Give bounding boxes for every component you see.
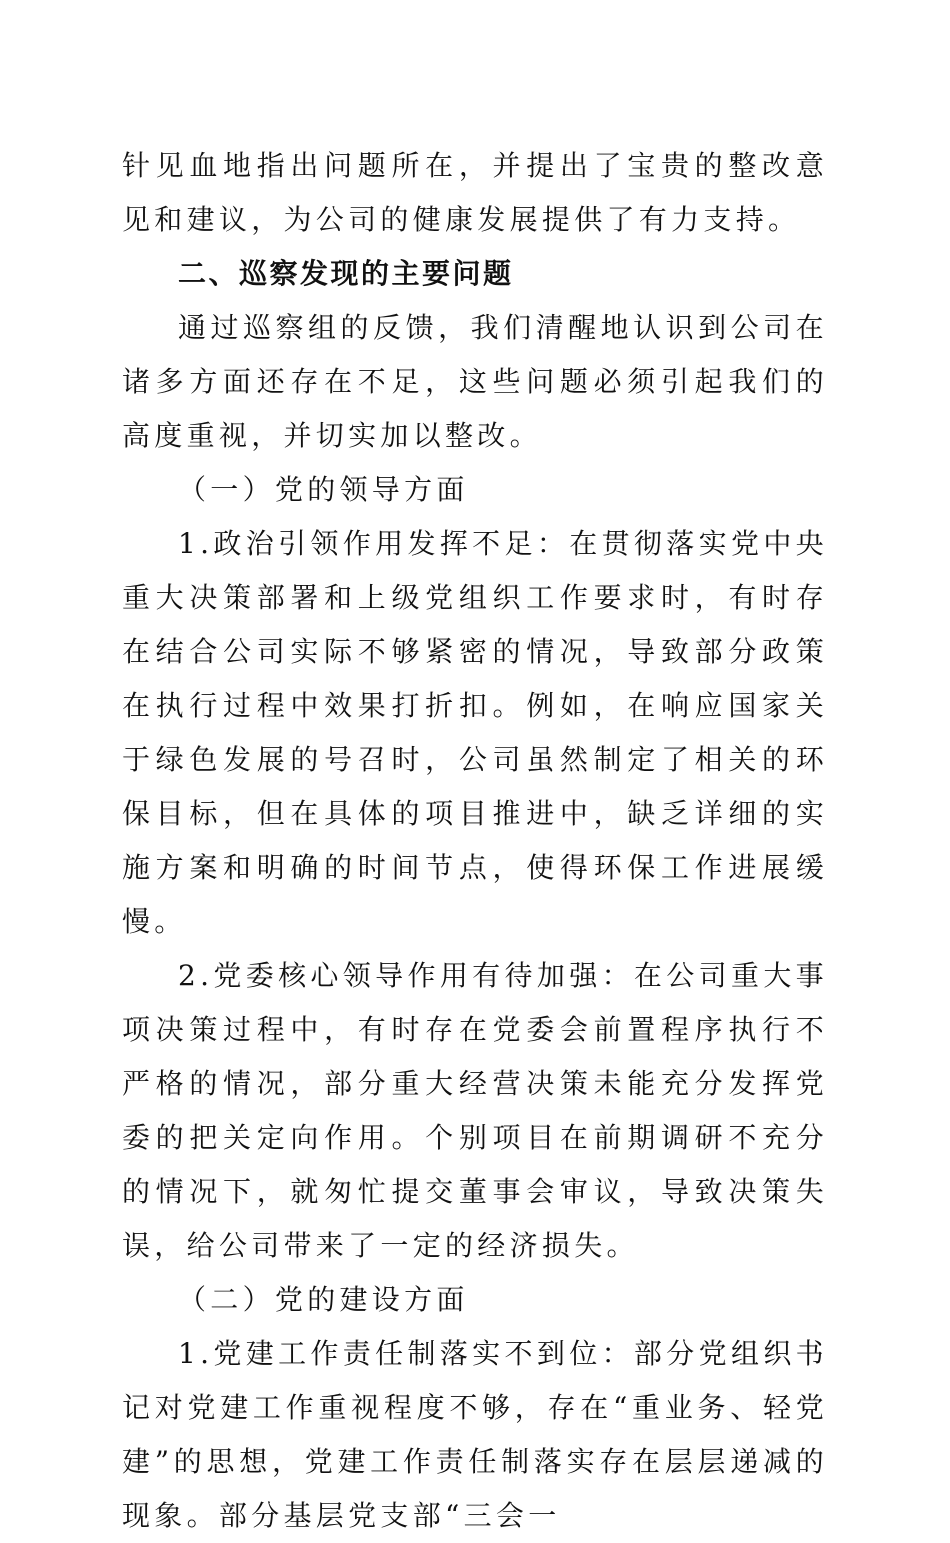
subsection-heading: （二）党的建设方面	[178, 1283, 469, 1316]
paragraph: 1.党建工作责任制落实不到位：部分党组织书记对党建工作重视程度不够，存在“重业务、轻党建”的思想，党建工作责任制落实存在层层递减的现象。部分基层党支部“三会一	[122, 1337, 828, 1532]
paragraph: 2.党委核心领导作用有待加强：在公司重大事项决策过程中，有时存在党委会前置程序执行不严格的情况，部分重大经营决策未能充分发挥党委的把关定向作用。个别项目在前期调研不充分的情况下，就匆忙提交董事会审议，导致决策失误，给公司带来了一定的经济损失。	[122, 959, 828, 1262]
document-body	[122, 139, 828, 1543]
paragraph: 1.政治引领作用发挥不足：在贯彻落实党中央重大决策部署和上级党组织工作要求时，有时存在结合公司实际不够紧密的情况，导致部分政策在执行过程中效果打折扣。例如，在响应国家关于绿色发展的号召时，公司虽然制定了相关的环保目标，但在具体的项目推进中，缺乏详细的实施方案和明确的时间节点，使得环保工作进展缓慢。	[122, 527, 828, 938]
subsection-heading: （一）党的领导方面	[178, 473, 469, 506]
paragraph-continued: 针见血地指出问题所在，并提出了宝贵的整改意见和建议，为公司的健康发展提供了有力支持。	[122, 149, 828, 236]
paragraph: 通过巡察组的反馈，我们清醒地认识到公司在诸多方面还存在不足，这些问题必须引起我们的高度重视，并切实加以整改。	[122, 311, 828, 452]
section-heading: 二、巡察发现的主要问题	[178, 257, 514, 290]
